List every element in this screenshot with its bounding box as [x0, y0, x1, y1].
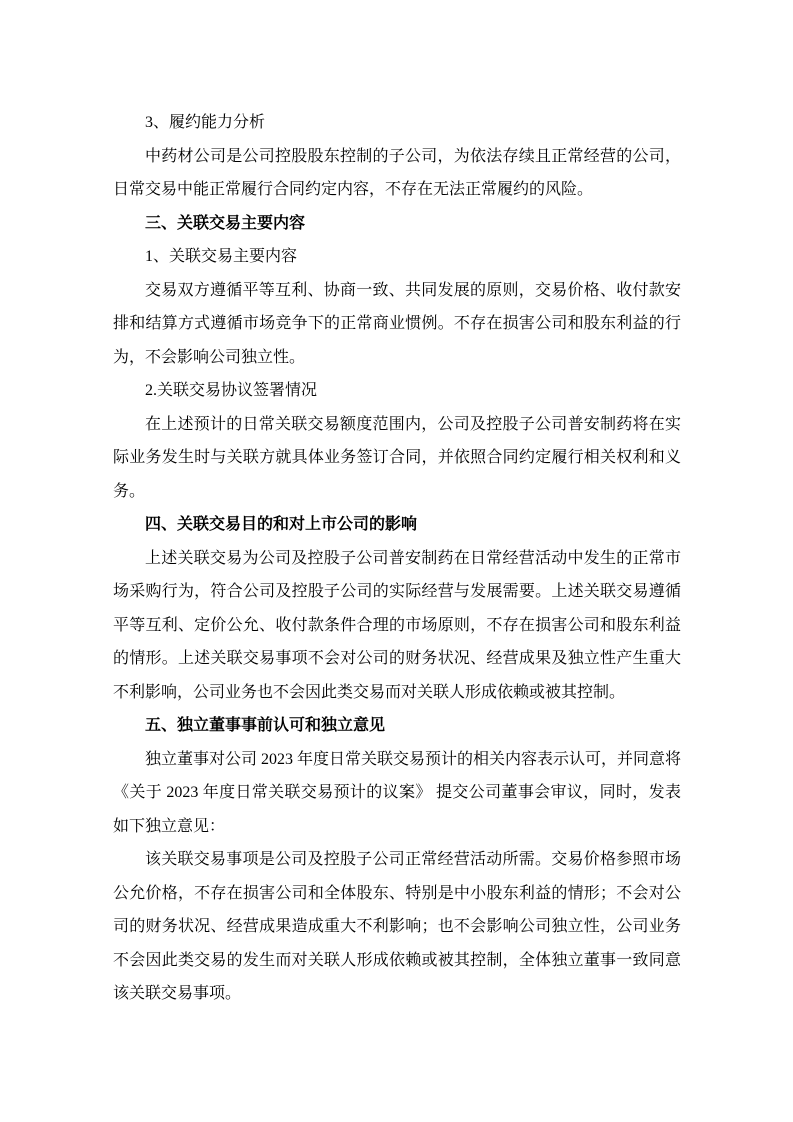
paragraph-main-content-label: 1、关联交易主要内容: [145, 248, 298, 265]
paragraph-agreement-signing-label: 2.关联交易协议签署情况: [145, 382, 318, 399]
section-heading-main-content: 三、关联交易主要内容: [145, 214, 306, 232]
paragraph-performance-analysis-body: 中药材公司是公司控股股东控制的子公司，为依法存续且正常经营的公司，日常交易中能正常履行合同约定内容，不存在无法正常履约的风险。: [113, 147, 681, 198]
paragraph-agreement-signing-body: 在上述预计的日常关联交易额度范围内，公司及控股子公司普安制药将在实际业务发生时与关联方就具体业务签订合同，并依照合同约定履行相关权利和义务。: [113, 415, 681, 500]
paragraph-independent-opinion-intro: 独立董事对公司 2023 年度日常关联交易预计的相关内容表示认可，并同意将《关于 2023 年度日常关联交易预计的议案》 提交公司董事会审议，同时，发表如下独立意见：: [113, 750, 682, 835]
paragraph-main-content-body: 交易双方遵循平等互利、协商一致、共同发展的原则，交易价格、收付款安排和结算方式遵循市场竞争下的正常商业惯例。不存在损害公司和股东利益的行为，不会影响公司独立性。: [113, 281, 681, 366]
paragraph-independent-opinion-body: 该关联交易事项是公司及控股子公司正常经营活动所需。交易价格参照市场公允价格，不存在损害公司和全体股东、特别是中小股东利益的情形；不会对公司的财务状况、经营成果造成重大不利影响；也不会影响公司独立性，公司业务不会因此类交易的发生而对关联人形成依赖或被其控制，全体独立董事一致同意该关联交易事项。: [113, 851, 681, 1002]
paragraph-purpose-impact-body: 上述关联交易为公司及控股子公司普安制药在日常经营活动中发生的正常市场采购行为，符合公司及控股子公司的实际经营与发展需要。上述关联交易遵循平等互利、定价公允、收付款条件合理的市场原则，不存在损害公司和股东利益的情形。上述关联交易事项不会对公司的财务状况、经营成果及独立性产生重大不利影响，公司业务也不会因此类交易而对关联人形成依赖或被其控制。: [113, 549, 681, 701]
paragraph-performance-analysis-label: 3、履约能力分析: [145, 114, 266, 131]
section-heading-purpose-impact: 四、关联交易目的和对上市公司的影响: [145, 516, 418, 533]
section-heading-independent-opinion: 五、独立董事事前认可和独立意见: [145, 717, 386, 734]
